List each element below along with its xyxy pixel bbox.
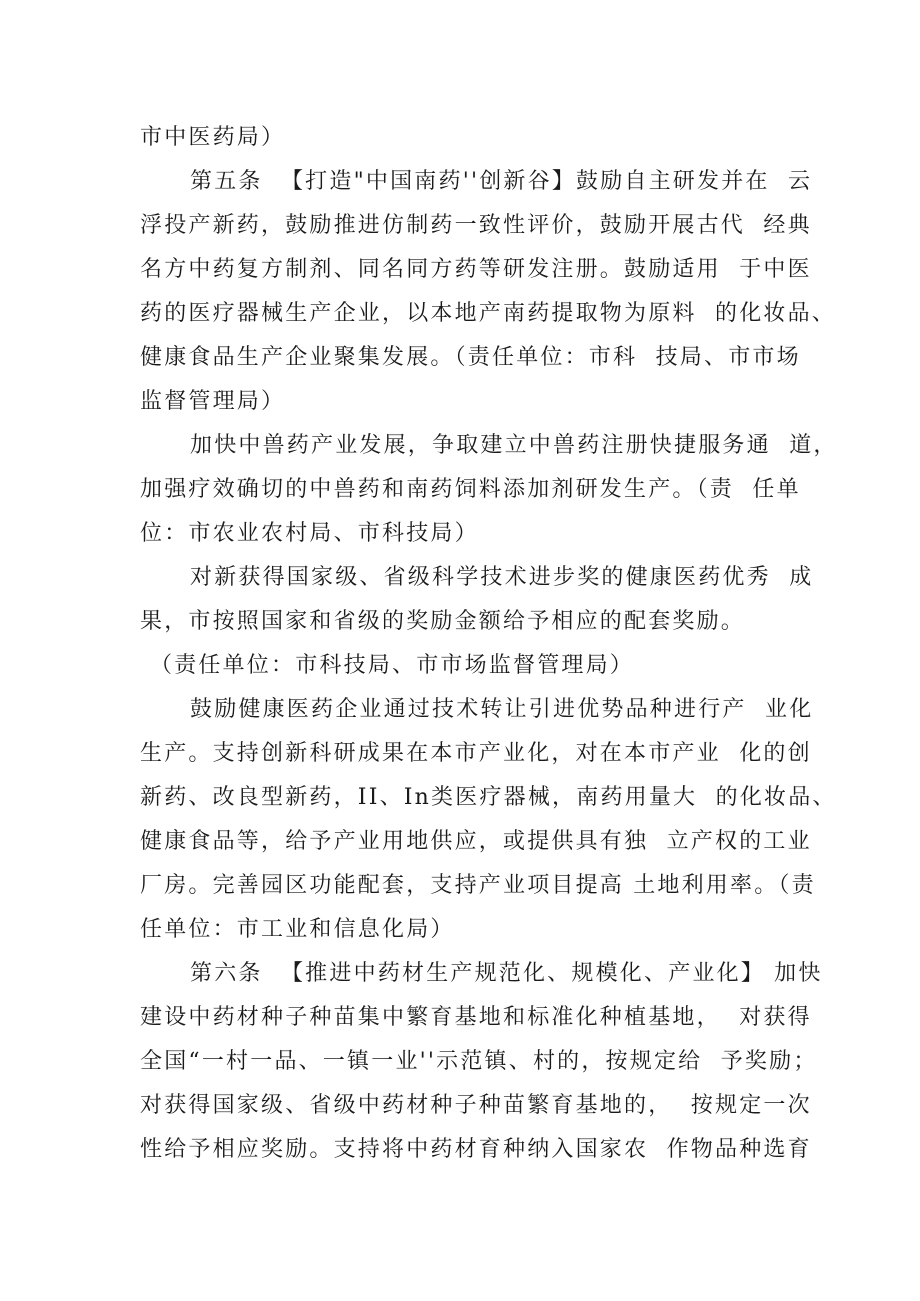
text-line: 健康食品生产企业聚集发展。（责任单位：市科 技局、市市场	[140, 345, 801, 370]
text-line: 果，市按照国家和省级的奖励金额给予相应的配套奖励。	[140, 609, 746, 634]
article-6-heading-line: 第六条 【推进中药材生产规范化、规模化、产业化】 加快	[190, 961, 823, 986]
text-line: 对获得国家级、省级中药材种子种苗繁育基地的， 按规定一次	[140, 1093, 812, 1118]
text-line: 药的医疗器械生产企业，以本地产南药提取物为原料 的化妆品、	[140, 301, 836, 326]
text-line: 性给予相应奖励。支持将中药材育种纳入国家农 作物品种选育	[140, 1137, 812, 1162]
responsible-unit-line: （责任单位：市科技局、市市场监督管理局）	[150, 653, 635, 678]
text-line: 生产。支持创新科研成果在本市产业化，对在本市产业 化的创	[140, 741, 812, 766]
text-line: 全国“一村一品、一镇一业''示范镇、村的，按规定给 予奖励；	[140, 1049, 818, 1074]
article-5-heading-line: 第五条 【打造"中国南药''创新谷】鼓励自主研发并在 云	[190, 169, 813, 194]
text-line: 健康食品等，给予产业用地供应，或提供具有独 立产权的工业	[140, 829, 812, 854]
text-line: 建设中药材种子种苗集中繁育基地和标准化种植基地， 对获得	[140, 1005, 812, 1030]
text-line: 加强疗效确切的中兽药和南药饲料添加剂研发生产。（责 任单	[140, 477, 801, 502]
text-line: 厂房。完善园区功能配套，支持产业项目提高 土地利用率。（责	[140, 873, 816, 898]
text-line: 位：市农业农村局、市科技局）	[140, 521, 479, 546]
text-line: 任单位：市工业和信息化局）	[140, 917, 455, 942]
text-line: 市中医药局）	[140, 125, 286, 150]
text-line: 新药、改良型新药，II、In类医疗器械，南药用量大 的化妆品、	[140, 785, 837, 810]
paragraph-start-line: 对新获得国家级、省级科学技术进步奖的健康医药优秀 成	[190, 565, 814, 590]
paragraph-start-line: 鼓励健康医药企业通过技术转让引进优势品种进行产 业化	[190, 697, 814, 722]
text-line: 浮投产新药，鼓励推进仿制药一致性评价，鼓励开展古代 经典	[140, 213, 812, 238]
text-line: 名方中药复方制剂、同名同方药等研发注册。鼓励适用 于中医	[140, 257, 812, 282]
paragraph-start-line: 加快中兽药产业发展，争取建立中兽药注册快捷服务通 道，	[190, 433, 838, 458]
text-line: 监督管理局）	[140, 389, 286, 414]
